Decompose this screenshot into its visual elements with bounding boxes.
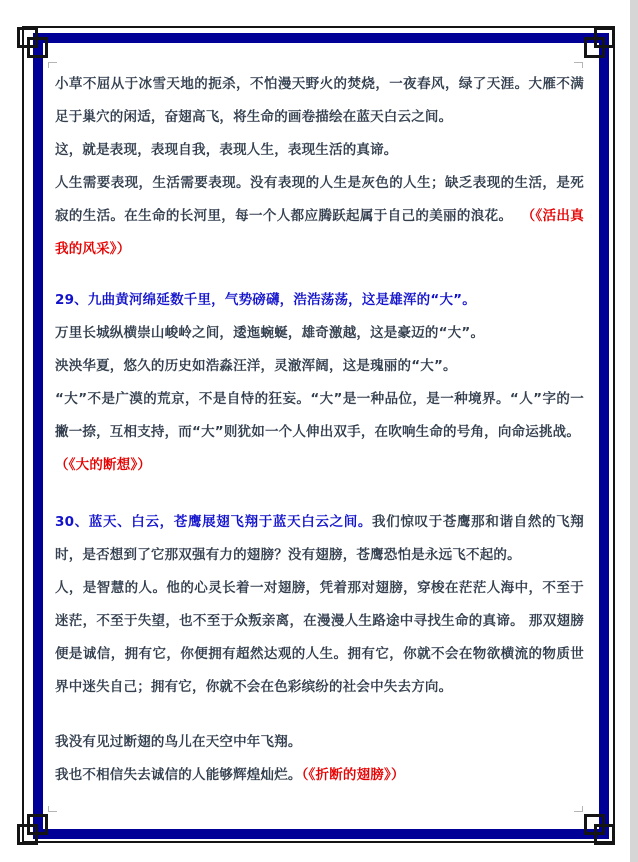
item-29-source-citation: （《大的断想》） [55,457,152,473]
item-30-paragraph-3: 我没有见过断翅的鸟儿在天空中年飞翔。 [55,734,302,750]
section-spacer [55,704,584,726]
section-spacer [55,482,584,506]
paragraph-closing-1: 小草不屈从于冰雪天地的扼杀，不怕漫天野火的焚烧，一夜春风，绿了天涯。大雁不满足于巢穴的闲适，奋翅高飞，将生命的画卷描绘在蓝天白云之间。 [55,76,584,125]
item-30-heading: 30、蓝天、白云，苍鹰展翅飞翔于蓝天白云之间。 [55,514,373,530]
paragraph-text: 我们惊叹于苍鹰那和谐自然的飞翔时，是否想到了它那双强有力的翅膀？没有翅膀，苍鹰恐怕是永远飞不起的。 [55,514,585,563]
paragraph-closing-3 [55,167,584,266]
page-edge-background [630,0,638,862]
source-citation: （《活出真我的风采》） [55,208,584,257]
item-30-paragraph-2: 人，是智慧的人。他的心灵长着一对翅膀，凭着那对翅膀，穿梭在茫茫人海中，不至于迷茫，不至于失望，也不至于众叛亲离，在漫漫人生路途中寻找生命的真谛。 那双翅膀便是诚信，拥有它，你便拥有超然达观的人生。拥有它，你就不会在物欲横流的物质世界中迷失自己；拥有它，你就不会在色彩缤纷的社会中失去方向。 [55,580,584,695]
text-boundary-mark [574,806,583,812]
paragraph-text: 人生需要表现，生活需要表现。没有表现的人生是灰色的人生；缺乏表现的生活，是死寂的生活。在生命的长河里，每一个人都应腾跃起属于自己的美丽的浪花。 [55,175,584,224]
item-30-paragraph-1 [55,506,584,572]
corner-ornament-square [584,814,605,835]
document-content [55,68,584,792]
text-boundary-mark [48,806,57,812]
source-citation: （《折断的翅膀》） [301,767,405,783]
section-spacer [55,266,584,284]
paragraph-closing-2: 这，就是表现，表现自我，表现人生，表现生活的真谛。 [55,142,398,158]
item-29-paragraph-2: 泱泱华夏，悠久的历史如浩淼汪洋，灵澈浑阔，这是瑰丽的“大”。 [55,358,457,374]
corner-ornament-square [27,814,48,835]
item-29-paragraph-3: “大”不是广漠的荒京，不是自恃的狂妄。“大”是一种品位，是一种境界。“人”字的一撇一捺，互相支持，而“大”则犹如一个人伸出双手，在吹响生命的号角，向命运挑战。 [55,391,584,440]
item-29-heading: 29、九曲黄河绵延数千里，气势磅礴，浩浩荡荡，这是雄浑的“大”。 [55,292,476,308]
item-30-paragraph-4 [55,759,584,792]
corner-ornament-square [584,37,605,58]
paragraph-text: 我也不相信失去诚信的人能够辉煌灿烂。 [55,767,302,783]
corner-ornament-square [27,37,48,58]
item-29-paragraph-1: 万里长城纵横崇山峻岭之间，逶迤蜿蜒，雄奇激越，这是豪迈的“大”。 [55,325,485,341]
